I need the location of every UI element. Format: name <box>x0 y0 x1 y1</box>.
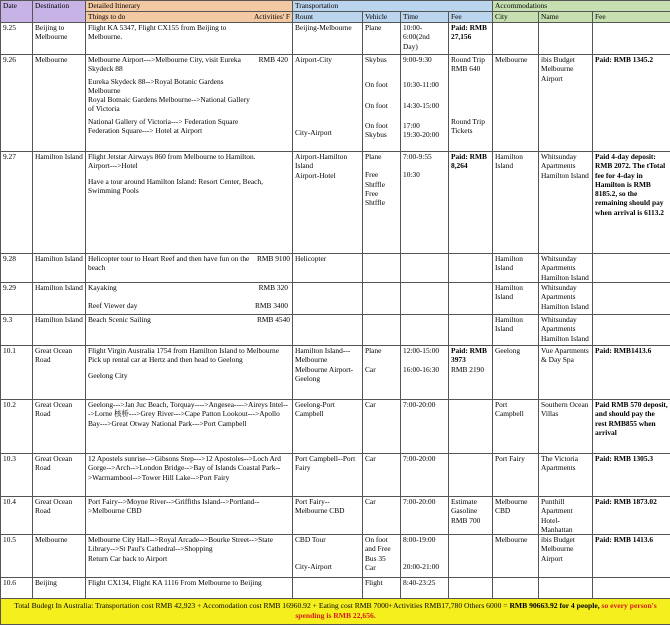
name-cell: Southern Ocean Villas <box>539 400 593 454</box>
list-item: Reef Viewer day RMB 3400 <box>88 301 290 310</box>
city-cell: Hamilton Island <box>493 152 539 254</box>
date-cell: 9.27 <box>1 152 33 254</box>
things-cell <box>86 283 293 315</box>
fee-cell <box>449 578 493 599</box>
round-cell: CBD Tour City-Airport <box>293 535 363 578</box>
things-cell <box>86 55 293 152</box>
date-cell: 10.2 <box>1 400 33 454</box>
header-itinerary: Detailed Itinerary <box>86 1 293 12</box>
things-cell: Flight KA 5347, Flight CX155 from Beijing to Melbourne. <box>86 23 293 55</box>
city-cell <box>493 578 539 599</box>
destination-cell: Great Ocean Road <box>33 454 86 497</box>
city-cell: Port Fairy <box>493 454 539 497</box>
list-item: Eureka Skydeck 88-->Royal Botanic Gardens Melbourne <box>88 77 290 96</box>
things-cell: 12 Apostels sunrise-->Gibsons Step--->12 Apostoles-->Loch Ard Gorge-->Arch-->London Bridge-->Bay of Islands Coastal Park-->Warrnambool-->Tower Hill Lake-->Port Fairy <box>86 454 293 497</box>
list-item: Melbourne Airport--->Melbourne City, visit Eureka Skydeck 88 RMB 420 <box>88 55 290 74</box>
per-person-amount: so every person's spending is RMB 22,656. <box>295 601 656 620</box>
round-cell: Beijing-Melbourne <box>293 23 363 55</box>
list-item: Have a tour around Hamilton Island: Resort Center, Beach, Swimming Pools <box>88 177 290 196</box>
city-cell: Melbourne CBD <box>493 497 539 535</box>
acc-fee-cell: Paid: RMB 1413.6 <box>593 535 670 578</box>
name-cell: Whitsunday Apartments Hamilton Island <box>539 283 593 315</box>
header-round: Rount <box>293 12 363 23</box>
header-time: Time <box>401 12 449 23</box>
round-cell <box>293 283 363 315</box>
things-cell <box>86 535 293 578</box>
date-cell: 10.4 <box>1 497 33 535</box>
name-cell <box>539 23 593 55</box>
destination-cell: Melbourne <box>33 55 86 152</box>
vehicle-cell: Skybus On foot On foot On foot Skybus <box>363 55 401 152</box>
total-amount: RMB 90663.92 for 4 people, <box>509 601 599 610</box>
header-things: Things to do Activities' F <box>86 12 293 23</box>
destination-cell: Beijing <box>33 578 86 599</box>
list-item: Airport--->Hotel <box>88 161 290 170</box>
acc-fee-cell <box>593 254 670 283</box>
vehicle-cell: Car <box>363 497 401 535</box>
list-item: Federation Square---> Hotel at Airport <box>88 126 290 135</box>
time-cell: 8:40-23:25 <box>401 578 449 599</box>
list-item: Melbourne City Hall-->Royal Arcade-->Bourke Street-->State Library-->St Paul's Cathedral-->Shopping <box>88 535 290 554</box>
fee-cell: Paid: RMB 8,264 <box>449 152 493 254</box>
table-row <box>1 23 670 55</box>
name-cell: Punthill Apartment Hotel-Manhattan <box>539 497 593 535</box>
list-item: Kayaking RMB 320 <box>88 283 290 292</box>
city-cell: Melbourne <box>493 55 539 152</box>
header-name: Name <box>539 12 593 23</box>
vehicle-cell: Car <box>363 400 401 454</box>
round-cell: Port Campbell--Port Fairy <box>293 454 363 497</box>
vehicle-cell: Plane Car <box>363 346 401 400</box>
name-cell: The Victoria Apartments <box>539 454 593 497</box>
table-row <box>1 535 670 578</box>
list-item: Flight Virgin Australia 1754 from Hamilton Island to Melbourne <box>88 346 290 355</box>
name-cell <box>539 578 593 599</box>
acc-fee-cell: Paid: RMB 1305.3 <box>593 454 670 497</box>
fee-cell <box>449 254 493 283</box>
acc-fee-cell: Paid: RMB1413.6 <box>593 346 670 400</box>
header-city: City <box>493 12 539 23</box>
round-cell <box>293 578 363 599</box>
time-cell: 7:00-20:00 <box>401 400 449 454</box>
date-cell: 10.5 <box>1 535 33 578</box>
table-row <box>1 497 670 535</box>
list-item: Royal Botnaic Gardens Melbourne-->National Gallery of Victoria <box>88 95 290 114</box>
header-acc-fee: Fee <box>593 12 670 23</box>
list-item: National Gallery of Victoria---> Federation Square <box>88 117 290 126</box>
name-cell: ibis Budget Melbourne Airport <box>539 535 593 578</box>
round-cell: Helicopter <box>293 254 363 283</box>
round-cell <box>293 315 363 346</box>
fee-cell: Paid: RMB 3973 RMB 2190 <box>449 346 493 400</box>
time-cell: 7:00-20:00 <box>401 454 449 497</box>
name-cell: ibis Budget Melbourne Airport <box>539 55 593 152</box>
header-destination: Destination <box>33 1 86 23</box>
destination-cell: Hamilton Island <box>33 254 86 283</box>
table-row <box>1 454 670 497</box>
acc-fee-cell: Paid 4-day deposit: RMB 2072. The tTotal fee for 4-day in Hamilton is RMB 8185.2, so the remaining should pay when arrival is 6113.2 <box>593 152 670 254</box>
acc-fee-cell <box>593 283 670 315</box>
table-row <box>1 315 670 346</box>
vehicle-cell: Flight <box>363 578 401 599</box>
vehicle-cell <box>363 254 401 283</box>
city-cell <box>493 23 539 55</box>
vehicle-cell: On foot and Free Bus 35 Car <box>363 535 401 578</box>
date-cell: 9.3 <box>1 315 33 346</box>
round-cell: Airport-City City-Airport <box>293 55 363 152</box>
destination-cell: Beijing to Melbourne <box>33 23 86 55</box>
time-cell: 12:00-15:00 16:00-16:30 <box>401 346 449 400</box>
time-cell: 10:00-6:00(2nd Day) <box>401 23 449 55</box>
date-cell: 9.26 <box>1 55 33 152</box>
name-cell: Vue Apartments & Day Spa <box>539 346 593 400</box>
acc-fee-cell <box>593 23 670 55</box>
total-breakdown: Total Budegt In Australia: Transportation cost RMB 42,923 + Accomodation cost RMB 16960.92 + Eating cost RMB 7000+Activities RMB17,780 Others 6000 = <box>14 601 509 610</box>
total-row <box>1 599 670 625</box>
list-item: Geelong City <box>88 371 290 380</box>
date-cell: 9.28 <box>1 254 33 283</box>
table-row <box>1 578 670 599</box>
table-row <box>1 346 670 400</box>
date-cell: 9.29 <box>1 283 33 315</box>
destination-cell: Great Ocean Road <box>33 497 86 535</box>
table-row <box>1 254 670 283</box>
table-row <box>1 400 670 454</box>
things-cell: Flight CX134, Flight KA 1116 From Melbourne to Beijing <box>86 578 293 599</box>
destination-cell: Hamilton Island <box>33 152 86 254</box>
city-cell: Geelong <box>493 346 539 400</box>
vehicle-cell <box>363 283 401 315</box>
city-cell: Hamilton Island <box>493 283 539 315</box>
header-date: Date <box>1 1 33 23</box>
vehicle-cell: Plane <box>363 23 401 55</box>
list-item: Return Car back to Airport <box>88 554 290 563</box>
list-item: Flight Jetstar Airways 860 from Melbourne to Hamilton. <box>88 152 290 161</box>
fee-cell: Estimate Gasoline RMB 700 <box>449 497 493 535</box>
city-cell: Port Campbell <box>493 400 539 454</box>
total-budget <box>1 599 670 625</box>
vehicle-cell: Car <box>363 454 401 497</box>
things-cell <box>86 346 293 400</box>
acc-fee-cell: Paid: RMB 1345.2 <box>593 55 670 152</box>
acc-fee-cell <box>593 315 670 346</box>
time-cell <box>401 283 449 315</box>
list-item: Pick up rental car at Hertz and then head to Geelong <box>88 355 290 364</box>
city-cell: Melbourne <box>493 535 539 578</box>
name-cell: Whitsunday Apartments Hamilton Island <box>539 254 593 283</box>
round-cell: Port Fairy--Melbourne CBD <box>293 497 363 535</box>
time-cell: 7:00-9:55 10:30 <box>401 152 449 254</box>
date-cell: 9.25 <box>1 23 33 55</box>
round-cell: Hamilton Island---Melbourne Melbourne Airport-Geelong <box>293 346 363 400</box>
header-fee: Fee <box>449 12 493 23</box>
things-cell: Port Fairy-->Moyne River-->Griffiths Island-->Portland-->Melbourne CBD <box>86 497 293 535</box>
time-cell <box>401 315 449 346</box>
fee-cell <box>449 535 493 578</box>
destination-cell: Great Ocean Road <box>33 346 86 400</box>
date-cell: 10.1 <box>1 346 33 400</box>
name-cell: Whitsunday Apartments Hamilton Island <box>539 315 593 346</box>
vehicle-cell <box>363 315 401 346</box>
table-row <box>1 283 670 315</box>
things-cell: Geelong--->Jan Juc Beach, Torquay---->Angesea---->Aireys Intel--->Lorne 核桥--->Grey River--->Cape Patton Lookout--->Apollo Bay--->Great Otway National Park--->Port Campbell <box>86 400 293 454</box>
destination-cell: Melbourne <box>33 535 86 578</box>
fee-cell <box>449 283 493 315</box>
round-cell: Geelong-Port Campbell <box>293 400 363 454</box>
destination-cell: Hamilton Island <box>33 315 86 346</box>
date-cell: 10.3 <box>1 454 33 497</box>
destination-cell: Great Ocean Road <box>33 400 86 454</box>
acc-fee-cell: Paid RMB 570 deposit, and should pay the rest RMB855 when arrival <box>593 400 670 454</box>
time-cell: 8:00-19:00 20:00-21:00 <box>401 535 449 578</box>
vehicle-cell: Plane Free Shtffle Free Shtffle <box>363 152 401 254</box>
destination-cell: Hamilton Island <box>33 283 86 315</box>
city-cell: Hamilton Island <box>493 315 539 346</box>
time-cell <box>401 254 449 283</box>
table-row <box>1 55 670 152</box>
city-cell: Hamilton Island <box>493 254 539 283</box>
fee-cell: Paid: RMB 27,156 <box>449 23 493 55</box>
fee-cell <box>449 454 493 497</box>
fee-cell <box>449 400 493 454</box>
table-row <box>1 152 670 254</box>
time-cell: 7:00-20:00 <box>401 497 449 535</box>
name-cell: Whitsunday Apartments Hamilton Island <box>539 152 593 254</box>
round-cell: Airport-Hamilton Island Airport-Hotel <box>293 152 363 254</box>
fee-cell: Round Trip RMB 640 Round Trip Tickets <box>449 55 493 152</box>
header-accommodations: Accommodations <box>493 1 670 12</box>
header-transportation: Transportation <box>293 1 493 12</box>
things-cell <box>86 152 293 254</box>
things-cell: Helicopter tour to Heart Reef and then have fun on the beach RMB 9100 <box>86 254 293 283</box>
fee-cell <box>449 315 493 346</box>
things-cell: Beach Scenic Sailing RMB 4540 <box>86 315 293 346</box>
header-vehicle: Vehicle <box>363 12 401 23</box>
time-cell: 9:00-9:30 10:30-11:00 14:30-15:00 17:00 19:30-20:00 <box>401 55 449 152</box>
date-cell: 10.6 <box>1 578 33 599</box>
acc-fee-cell <box>593 578 670 599</box>
acc-fee-cell: Paid: RMB 1873.02 <box>593 497 670 535</box>
